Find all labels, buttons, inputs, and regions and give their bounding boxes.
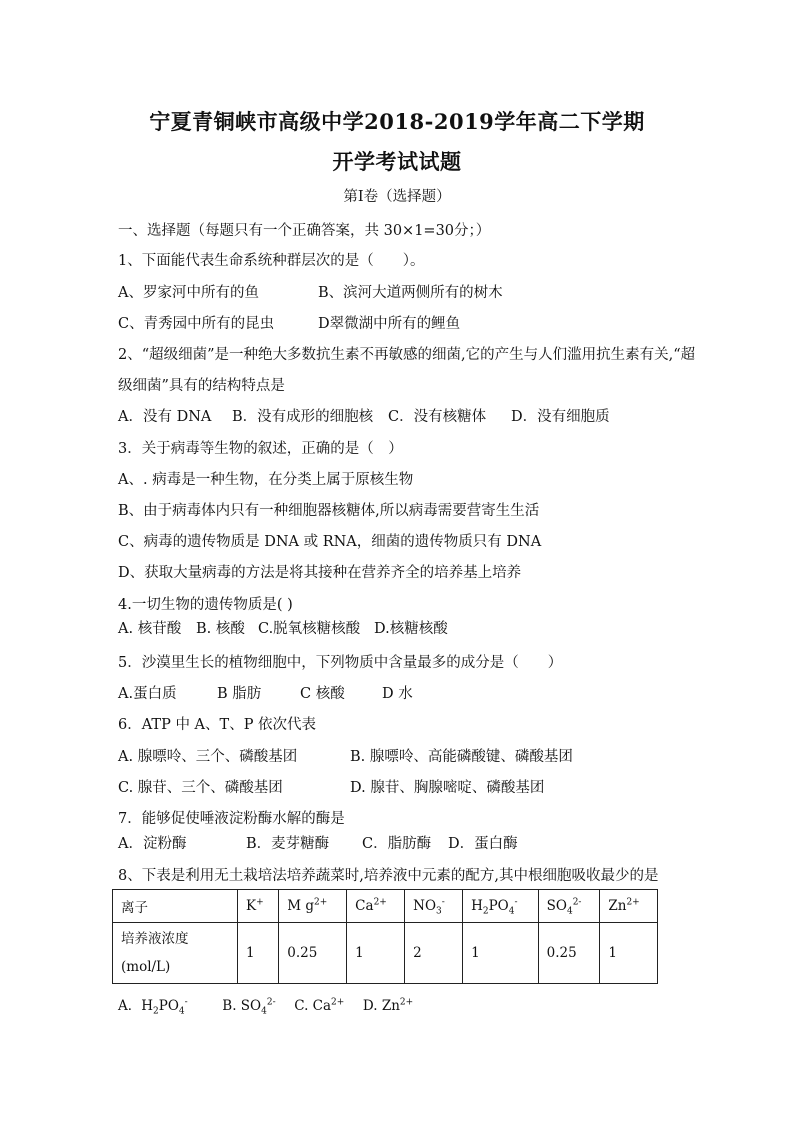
q7-option-a: A．淀粉酶 bbox=[118, 836, 187, 852]
question-4-stem: 4.一切生物的遗传物质是( ) bbox=[118, 597, 293, 613]
q8-option-d: D. $Zn^{2+}$ bbox=[362, 997, 414, 1014]
q8-option-c: C. $Ca^{2+}$ bbox=[294, 997, 345, 1014]
table-row bbox=[113, 923, 658, 984]
q4-option-c: C.脱氧核糖核酸 bbox=[258, 621, 361, 637]
q8-option-b: B. $SO_4^{2-}$ bbox=[222, 997, 276, 1017]
q1-option-c: C、青秀园中所有的昆虫 bbox=[118, 316, 275, 332]
question-7-stem: 7．能够促使唾液淀粉酶水解的酶是 bbox=[118, 811, 345, 827]
q6-option-c: C. 腺苷、三个、磷酸基团 bbox=[118, 780, 283, 796]
page-subtitle: 开学考试试题 bbox=[332, 149, 462, 174]
q7-option-d: D．蛋白酶 bbox=[448, 836, 518, 852]
q4-option-a: A. 核苷酸 bbox=[118, 621, 182, 637]
question-5-stem: 5．沙漠里生长的植物细胞中，下列物质中含量最多的成分是（ ） bbox=[118, 655, 563, 671]
q2-option-d: D．没有细胞质 bbox=[511, 409, 610, 425]
table-row-label: 培养液浓度 (mol/L) bbox=[113, 923, 238, 984]
q6-option-a: A. 腺嘌呤、三个、磷酸基团 bbox=[118, 749, 298, 765]
value-cell-zn: 1 bbox=[600, 923, 658, 984]
ion-cell-k: K+ bbox=[238, 890, 279, 923]
ion-cell-mg: M $g^{2+}$ bbox=[279, 890, 347, 923]
table-header-label: 离子 bbox=[113, 890, 238, 923]
value-cell-mg: 0.25 bbox=[279, 923, 347, 984]
q5-option-d: D 水 bbox=[382, 686, 413, 702]
q5-option-a: A.蛋白质 bbox=[118, 686, 177, 702]
table-header-row bbox=[113, 890, 658, 923]
q3-option-a: A、. 病毒是一种生物，在分类上属于原核生物 bbox=[118, 472, 414, 488]
question-3-stem: 3．关于病毒等生物的叙述，正确的是（ ） bbox=[118, 441, 403, 457]
q1-option-d: D翠微湖中所有的鲤鱼 bbox=[318, 316, 461, 332]
value-cell-no3: 2 bbox=[405, 923, 463, 984]
q2-option-c: C．没有核糖体 bbox=[388, 409, 487, 425]
q6-option-d: D. 腺苷、胸腺嘧啶、磷酸基团 bbox=[350, 780, 545, 796]
q1-option-a: A、罗家河中所有的鱼 bbox=[118, 285, 259, 301]
question-2-stem-line2: 级细菌”具有的结构特点是 bbox=[118, 378, 285, 394]
q6-option-b: B. 腺嘌呤、高能磷酸键、磷酸基团 bbox=[350, 749, 573, 765]
page-title: 宁夏青铜峡市高级中学2018-2019学年高二下学期 bbox=[149, 109, 645, 134]
value-cell-so4: 0.25 bbox=[538, 923, 600, 984]
ion-cell-zn: $Zn^{2+}$ bbox=[600, 890, 658, 923]
question-2-stem-line1: 2、“超级细菌”是一种绝大多数抗生素不再敏感的细菌,它的产生与人们滥用抗生素有关,“超 bbox=[118, 347, 696, 363]
ion-cell-h2po4: $H_2PO_4^-$ bbox=[463, 890, 539, 923]
q3-option-b: B、由于病毒体内只有一种细胞器核糖体,所以病毒需要营寄生生活 bbox=[118, 503, 540, 519]
q5-option-b: B 脂肪 bbox=[217, 686, 262, 702]
question-1-stem: 1、下面能代表生命系统种群层次的是（ ）。 bbox=[118, 253, 425, 269]
q7-option-c: C．脂肪酶 bbox=[362, 836, 432, 852]
value-cell-k: 1 bbox=[238, 923, 279, 984]
q3-option-d: D、获取大量病毒的方法是将其接种在营养齐全的培养基上培养 bbox=[118, 565, 522, 581]
ion-cell-ca: $Ca^{2+}$ bbox=[347, 890, 405, 923]
question-6-stem: 6．ATP 中 A、T、P 依次代表 bbox=[118, 717, 317, 733]
q4-option-b: B. 核酸 bbox=[196, 621, 245, 637]
q4-option-d: D.核糖核酸 bbox=[374, 621, 448, 637]
q7-option-b: B．麦芽糖酶 bbox=[246, 836, 330, 852]
value-cell-ca: 1 bbox=[347, 923, 405, 984]
volume-heading: 第Ⅰ卷（选择题） bbox=[343, 189, 451, 205]
q8-option-a: A．$H_2PO_4^-$ bbox=[118, 997, 188, 1017]
q3-option-c: C、病毒的遗传物质是 DNA 或 RNA，细菌的遗传物质只有 DNA bbox=[118, 534, 542, 550]
q1-option-b: B、滨河大道两侧所有的树木 bbox=[318, 285, 503, 301]
q5-option-c: C 核酸 bbox=[300, 686, 345, 702]
section-heading: 一、选择题（每题只有一个正确答案，共 30×1=30分；） bbox=[118, 223, 491, 239]
value-cell-h2po4: 1 bbox=[463, 923, 539, 984]
q2-option-b: B．没有成形的细胞核 bbox=[232, 409, 374, 425]
ion-cell-no3: $NO_3^-$ bbox=[405, 890, 463, 923]
ion-cell-so4: $SO_4^{2-}$ bbox=[538, 890, 600, 923]
q2-option-a: A．没有 DNA bbox=[118, 409, 212, 425]
q8-options bbox=[118, 994, 414, 1017]
question-8-stem: 8、下表是利用无土栽培法培养蔬菜时,培养液中元素的配方,其中根细胞吸收最少的是 bbox=[118, 868, 659, 884]
ion-concentration-table bbox=[112, 889, 658, 984]
